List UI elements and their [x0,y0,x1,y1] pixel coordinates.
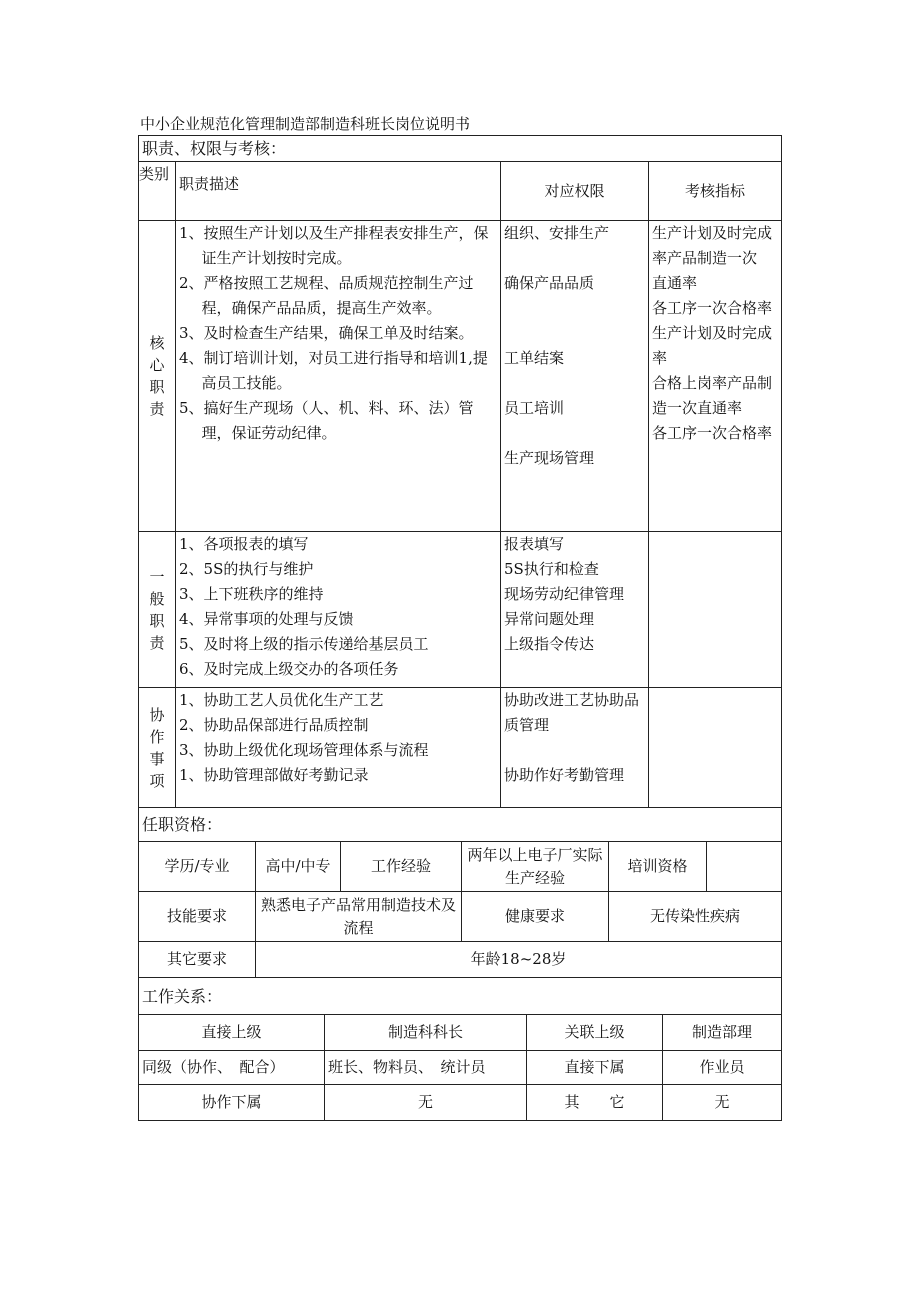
authority-item: 5S执行和检查 [504,560,599,578]
duties-table [138,135,782,808]
job-description-document [138,135,781,1121]
relations-section-label: 工作关系： [139,978,782,1015]
assist-row [139,688,782,808]
relations-table [138,977,782,1121]
general-kpi [649,532,782,688]
experience-label: 工作经验 [341,842,462,892]
experience-value: 两年以上电子厂实际生产经验 [462,842,609,892]
direct-superior-label: 直接上级 [139,1015,325,1051]
authority-item: 组织、安排生产 [504,224,610,242]
kpi-item: 生产计划及时完成率 [652,324,773,367]
assist-authority [501,688,649,808]
skill-value: 熟悉电子产品常用制造技术及流程 [256,892,462,942]
authority-header: 对应权限 [501,162,649,221]
kpi-item: 各工序一次合格率 [652,299,773,317]
assist-kpi [649,688,782,808]
authority-item: 现场劳动纪律管理 [504,585,625,603]
list-item: 3、上下班秩序的维持 [179,585,324,603]
kpi-item: 各工序一次合格率 [652,424,773,442]
related-superior-label: 关联上级 [527,1015,663,1051]
list-item: 4、制订培训计划，对员工进行指导和培训1,提高员工技能。 [179,349,488,392]
authority-item: 报表填写 [504,535,565,553]
direct-superior-value: 制造科科长 [325,1015,527,1051]
peers-label: 同级（协作、 配合） [139,1051,325,1085]
assist-description [176,688,501,808]
authority-item: 确保产品品质 [504,274,595,292]
authority-item: 协助作好考勤管理 [504,766,625,784]
list-item: 1、协助管理部做好考勤记录 [179,766,369,784]
list-item: 4、异常事项的处理与反馈 [179,610,354,628]
health-value: 无传染性疾病 [609,892,782,942]
list-item: 2、5S的执行与维护 [179,560,314,578]
direct-subordinate-value: 作业员 [663,1051,782,1085]
health-label: 健康要求 [462,892,609,942]
assist-subordinate-label: 协作下属 [139,1085,325,1121]
authority-item: 异常问题处理 [504,610,595,628]
list-item: 1、协助工艺人员优化生产工艺 [179,691,384,709]
page-title: 中小企业规范化管理制造部制造科班长岗位说明书 [140,115,471,133]
list-item: 5、搞好生产现场（人、机、料、环、法）管理，保证劳动纪律。 [179,399,474,442]
qualifications-table [138,807,782,978]
qualifications-section-label: 任职资格： [139,808,782,842]
core-kpi [649,221,782,532]
authority-item: 生产现场管理 [504,449,595,467]
list-item: 5、及时将上级的指示传递给基层员工 [179,635,429,653]
list-item: 3、协助上级优化现场管理体系与流程 [179,741,429,759]
list-item: 6、及时完成上级交办的各项任务 [179,660,399,678]
kpi-item: 直通率 [652,274,698,292]
skill-label: 技能要求 [139,892,256,942]
core-category: 核 心 职 责 [139,221,176,532]
assist-subordinate-value: 无 [325,1085,527,1121]
general-authority [501,532,649,688]
authority-item: 上级指令传达 [504,635,595,653]
list-item: 2、严格按照工艺规程、品质规范控制生产过程，确保产品品质，提高生产效率。 [179,274,474,317]
peers-value: 班长、物料员、 统计员 [325,1051,527,1085]
general-description [176,532,501,688]
kpi-item: 合格上岗率产品制造一次直通率 [652,374,773,417]
kpi-item: 生产计划及时完成率产品制造一次 [652,224,773,267]
list-item: 2、协助品保部进行品质控制 [179,716,369,734]
relations-other-value: 无 [663,1085,782,1121]
related-superior-value: 制造部理 [663,1015,782,1051]
other-requirements-label: 其它要求 [139,942,256,978]
authority-item: 协助改进工艺协助品质管理 [504,691,640,734]
list-item: 1、各项报表的填写 [179,535,309,553]
list-item: 1、按照生产计划以及生产排程表安排生产，保证生产计划按时完成。 [179,224,489,267]
duties-section-label: 职责、权限与考核： [139,136,782,162]
core-description [176,221,501,532]
assist-category: 协 作 事 项 [139,688,176,808]
description-header: 职责描述 [176,162,501,221]
core-duties-row [139,221,782,532]
education-value: 高中/中专 [256,842,341,892]
general-duties-row [139,532,782,688]
authority-item: 员工培训 [504,399,565,417]
training-label: 培训资格 [609,842,707,892]
list-item: 3、及时检查生产结果，确保工单及时结案。 [179,324,474,342]
general-category: 一 般 职 责 [139,532,176,688]
authority-item: 工单结案 [504,349,565,367]
relations-other-label: 其 它 [527,1085,663,1121]
education-label: 学历/专业 [139,842,256,892]
category-header: 类别 [139,162,176,221]
direct-subordinate-label: 直接下属 [527,1051,663,1085]
kpi-header: 考核指标 [649,162,782,221]
core-authority [501,221,649,532]
training-value [707,842,782,892]
other-requirements-value: 年龄18~28岁 [256,942,782,978]
